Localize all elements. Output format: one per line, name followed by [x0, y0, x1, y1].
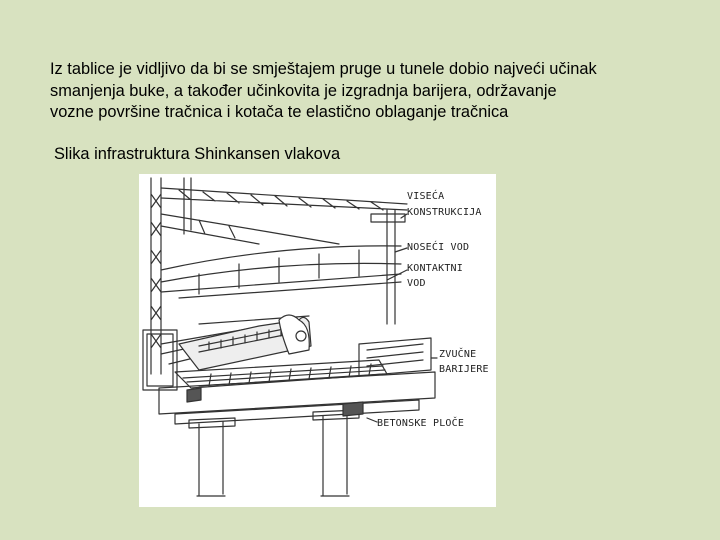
figure-caption: Slika infrastruktura Shinkansen vlakova — [54, 145, 341, 163]
body-line-1: Iz tablice je vidljivo da bi se smještajem pruge u tunele dobio najveći učinak — [50, 60, 597, 78]
label-kontaktni: KONTAKTNI — [407, 263, 463, 274]
label-vod: VOD — [407, 278, 426, 289]
label-betonske-ploce: BETONSKE PLOČE — [377, 418, 465, 429]
diagonal-girder — [161, 214, 339, 244]
label-barijere: BARIJERE — [439, 364, 489, 375]
rails — [183, 366, 385, 386]
deck-block-left — [187, 388, 201, 402]
body-line-2: smanjenja buke, a također učinkovita je izgradnja barijera, održavanje — [50, 81, 557, 100]
deck-block-right — [343, 402, 363, 416]
shinkansen-infrastructure-drawing — [139, 174, 496, 507]
body-line-3: vozne površine tračnica i kotača te elastično oblaganje tračnica — [50, 103, 509, 121]
right-mast — [371, 210, 405, 324]
second-support-post — [184, 178, 191, 234]
leader-noseci — [395, 248, 407, 252]
overhead-girder — [161, 188, 407, 210]
left-support-tower — [151, 178, 161, 374]
left-pier — [197, 422, 225, 496]
leader-betonske — [367, 418, 377, 422]
pier-caps — [189, 410, 359, 428]
label-noseci-vod: NOSEĆI VOD — [407, 242, 470, 253]
right-pier — [321, 414, 349, 496]
label-viseca: VISEĆA — [407, 191, 445, 202]
left-box-barrier — [143, 330, 177, 390]
label-konstrukcija: KONSTRUKCIJA — [407, 207, 482, 218]
infrastructure-sketch — [139, 174, 496, 507]
contact-wire — [161, 274, 401, 298]
label-zvucne: ZVUČNE — [439, 349, 477, 360]
body-text — [50, 59, 690, 124]
